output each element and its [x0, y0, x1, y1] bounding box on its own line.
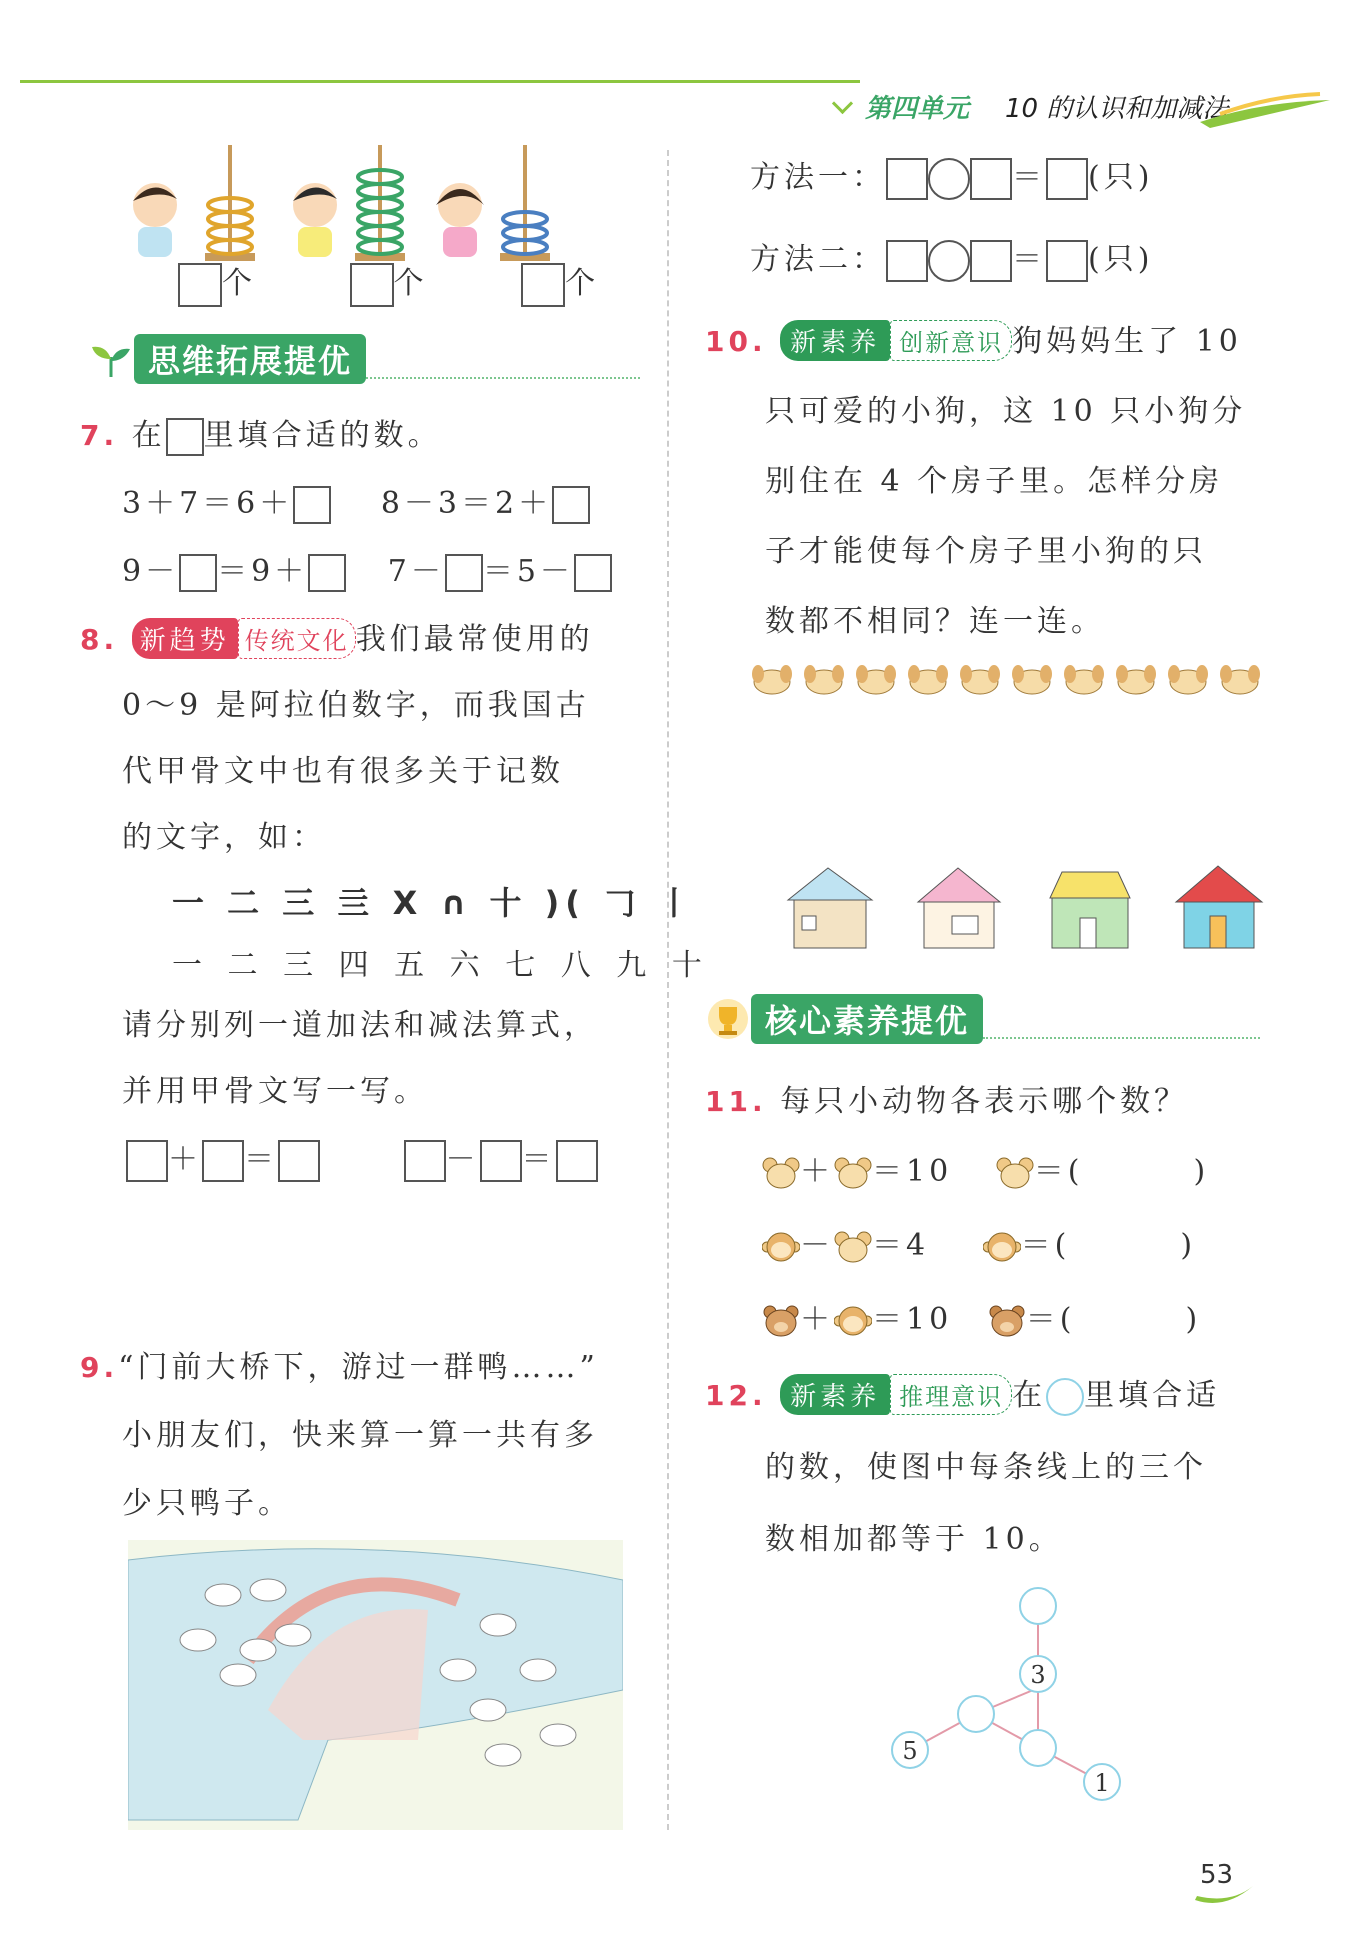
house-row — [780, 860, 1266, 952]
puppy-icon[interactable] — [1164, 660, 1212, 696]
q8-line-6: 并用甲骨文写一写。 — [122, 1074, 428, 1109]
q7-text-b: 里填合适的数。 — [203, 418, 442, 453]
puppy-icon[interactable] — [852, 660, 900, 696]
tag-new-literacy: 新素养 — [780, 320, 890, 361]
answer-box[interactable] — [521, 263, 565, 307]
q7-row-1 — [122, 478, 590, 524]
q8-line-4: 的文字，如： — [122, 820, 326, 855]
puppy-icon[interactable] — [800, 660, 848, 696]
answer-box[interactable] — [970, 158, 1012, 200]
puppy-icon[interactable] — [956, 660, 1004, 696]
operator-circle[interactable] — [928, 158, 970, 200]
mouse-icon — [762, 1156, 800, 1190]
unit-label: (只) — [1088, 242, 1154, 277]
q8-line-1 — [80, 614, 594, 659]
header-unit: 第四单元 — [865, 94, 970, 124]
q8-line-3: 代甲骨文中也有很多关于记数 — [122, 754, 564, 789]
plus-sign: ＋ — [168, 1142, 202, 1177]
q7-prompt — [80, 410, 442, 456]
bear-icon — [988, 1304, 1026, 1338]
operator: ＋ — [800, 1302, 834, 1337]
question-number: 8. — [80, 623, 119, 656]
monkey-icon — [983, 1230, 1021, 1264]
equals-sign: ＝ — [244, 1142, 278, 1177]
q10-line-4: 子才能使每个房子里小狗的只 — [765, 534, 1207, 569]
question-number: 7. — [80, 419, 119, 452]
node-value: 3 — [1030, 1661, 1046, 1689]
mouse-icon — [834, 1156, 872, 1190]
q7-row-2 — [122, 546, 612, 592]
answer-open: ＝( — [1025, 1302, 1076, 1337]
answer-box[interactable] — [556, 1140, 598, 1182]
puppy-icon[interactable] — [1008, 660, 1056, 696]
q9-line-2: 小朋友们，快来算一算一共有多 — [122, 1418, 598, 1453]
answer-box[interactable] — [1046, 240, 1088, 282]
abacus-icon — [495, 145, 555, 265]
q10-line-2: 只可爱的小狗，这 10 只小狗分 — [765, 394, 1247, 429]
q12-line-3: 数相加都等于 10。 — [765, 1522, 1063, 1557]
house-icon[interactable] — [780, 860, 876, 952]
unit-label: (只) — [1088, 160, 1154, 195]
section-title: 核心素养提优 — [751, 994, 983, 1044]
answer-box[interactable] — [179, 554, 217, 592]
answer-box[interactable] — [178, 263, 222, 307]
answer-box[interactable] — [886, 158, 928, 200]
example-circle — [1046, 1378, 1084, 1416]
header-arrow-icon — [832, 93, 853, 114]
answer-box[interactable] — [552, 486, 590, 524]
equation-text: 8－3＝2＋ — [380, 486, 553, 521]
unit-label: 个 — [565, 266, 600, 301]
equation-text: 3＋7＝6＋ — [122, 486, 294, 521]
section-thinking-extension — [88, 335, 640, 383]
q11-row-1 — [762, 1146, 1209, 1190]
puppy-icon[interactable] — [904, 660, 952, 696]
section-rule — [366, 377, 640, 379]
header-swoosh-icon — [1200, 92, 1330, 132]
monkey-icon — [834, 1304, 872, 1338]
answer-close: ) — [1185, 1302, 1202, 1337]
mouse-icon — [834, 1230, 872, 1264]
node-value: 1 — [1094, 1769, 1110, 1797]
tag-new-literacy: 新素养 — [780, 1374, 890, 1415]
question-number: 9. — [80, 1351, 119, 1384]
q10-text: 狗妈妈生了 10 — [1012, 324, 1242, 359]
answer-box[interactable] — [445, 554, 483, 592]
answer-open: ＝( — [1020, 1228, 1071, 1263]
equation-text: 9－ — [122, 554, 180, 589]
house-icon[interactable] — [910, 860, 1006, 952]
q12-line-1 — [705, 1370, 1220, 1416]
node-circle[interactable] — [1020, 1588, 1056, 1624]
operator: ＋ — [800, 1154, 834, 1189]
boy-icon — [280, 175, 350, 265]
example-box — [166, 418, 204, 456]
abacus-answer-row — [178, 258, 599, 307]
answer-open: ＝( — [1033, 1154, 1084, 1189]
column-divider — [667, 150, 669, 1830]
section-rule — [983, 1037, 1260, 1039]
tag-traditional-culture: 传统文化 — [238, 618, 356, 659]
operator-circle[interactable] — [928, 240, 970, 282]
bear-icon — [762, 1304, 800, 1338]
q10-line-3: 别住在 4 个房子里。怎样分房 — [765, 464, 1224, 499]
answer-box[interactable] — [886, 240, 928, 282]
question-number: 12. — [705, 1379, 767, 1412]
answer-box[interactable] — [202, 1140, 244, 1182]
trophy-icon — [705, 997, 751, 1041]
q11-row-3 — [762, 1294, 1201, 1338]
abacus-icon — [350, 145, 410, 265]
girl-icon — [425, 175, 495, 265]
puppy-icon[interactable] — [1060, 660, 1108, 696]
header-rule — [20, 80, 860, 83]
equation-text: ＝9＋ — [217, 554, 309, 589]
page-swoosh-icon — [1195, 1884, 1255, 1908]
oracle-bone-numerals: 一 二 三 亖 X ∩ 十 )( 𠃌 丨 — [172, 884, 697, 922]
puppy-icon[interactable] — [748, 660, 796, 696]
q8-line-2: 0～9 是阿拉伯数字，而我国古 — [122, 688, 590, 723]
q8-line-5: 请分别列一道加法和减法算式， — [122, 1008, 598, 1043]
puppy-icon[interactable] — [1112, 660, 1160, 696]
chinese-numerals: 一 二 三 四 五 六 七 八 九 十 — [172, 948, 710, 983]
answer-box[interactable] — [480, 1140, 522, 1182]
boy-icon — [120, 175, 190, 265]
method-1-row — [750, 152, 1153, 200]
bridge-ducks-illustration — [128, 1540, 623, 1830]
q11-text: 每只小动物各表示哪个数？ — [780, 1084, 1189, 1119]
method-label: 方法二： — [750, 242, 886, 277]
result: ＝4 — [872, 1228, 930, 1263]
equals-sign: ＝ — [521, 1142, 556, 1177]
house-icon[interactable] — [1040, 860, 1136, 952]
equals-sign: ＝ — [1012, 160, 1046, 195]
puppy-row — [748, 660, 1264, 696]
monkey-icon — [762, 1230, 800, 1264]
question-number: 10. — [705, 325, 767, 358]
house-icon[interactable] — [1170, 860, 1266, 952]
puppy-icon[interactable] — [1216, 660, 1264, 696]
q12-text: 里填合适 — [1084, 1378, 1221, 1413]
header-title: 10 的认识和加减法 — [1005, 94, 1229, 124]
tag-innovation: 创新意识 — [890, 320, 1012, 361]
tag-new-trend: 新趋势 — [132, 618, 238, 659]
q9-line-1 — [80, 1342, 599, 1386]
result: ＝10 — [872, 1302, 953, 1337]
q8-text: 我们最常使用的 — [355, 622, 594, 657]
answer-box[interactable] — [404, 1140, 446, 1182]
equation-text: 7－ — [387, 554, 445, 589]
page-number: 53 — [1200, 1860, 1234, 1890]
mouse-icon — [996, 1156, 1034, 1190]
q9-line-3: 少只鸭子。 — [122, 1486, 292, 1521]
q10-line-1 — [705, 316, 1242, 361]
q8-answer-row — [126, 1134, 598, 1182]
q10-line-5: 数都不相同？连一连。 — [765, 604, 1105, 639]
abacus-icon — [200, 145, 260, 265]
sprout-icon — [88, 339, 134, 379]
equation-text: ＝5－ — [482, 554, 574, 589]
q7-text-a: 在 — [131, 418, 166, 453]
question-number: 11. — [705, 1085, 767, 1118]
method-2-row — [750, 234, 1153, 282]
method-label: 方法一： — [750, 160, 886, 195]
q11-row-2 — [762, 1220, 1196, 1264]
result: ＝10 — [872, 1154, 953, 1189]
answer-close: ) — [1193, 1154, 1210, 1189]
operator: － — [800, 1228, 834, 1263]
answer-box[interactable] — [574, 554, 612, 592]
answer-box[interactable] — [308, 554, 346, 592]
answer-box[interactable] — [970, 240, 1012, 282]
section-core-literacy — [705, 995, 1260, 1043]
answer-close: ) — [1180, 1228, 1197, 1263]
answer-box[interactable] — [126, 1140, 168, 1182]
q9-text: “门前大桥下，游过一群鸭……” — [118, 1350, 599, 1385]
q11-prompt — [705, 1076, 1188, 1120]
q12-line-2: 的数，使图中每条线上的三个 — [765, 1450, 1207, 1485]
number-tree-diagram — [880, 1578, 1140, 1818]
equals-sign: ＝ — [1012, 242, 1046, 277]
unit-label: 个 — [393, 266, 428, 301]
answer-box[interactable] — [1046, 158, 1088, 200]
node-value: 5 — [902, 1737, 918, 1765]
unit-label: 个 — [222, 266, 256, 301]
answer-box[interactable] — [350, 263, 394, 307]
node-circle[interactable] — [958, 1696, 994, 1732]
answer-box[interactable] — [293, 486, 331, 524]
q12-text: 在 — [1012, 1378, 1047, 1413]
node-circle[interactable] — [1020, 1730, 1056, 1766]
answer-box[interactable] — [278, 1140, 320, 1182]
section-title: 思维拓展提优 — [134, 334, 366, 384]
minus-sign: － — [445, 1142, 480, 1177]
tag-reasoning: 推理意识 — [890, 1374, 1012, 1415]
